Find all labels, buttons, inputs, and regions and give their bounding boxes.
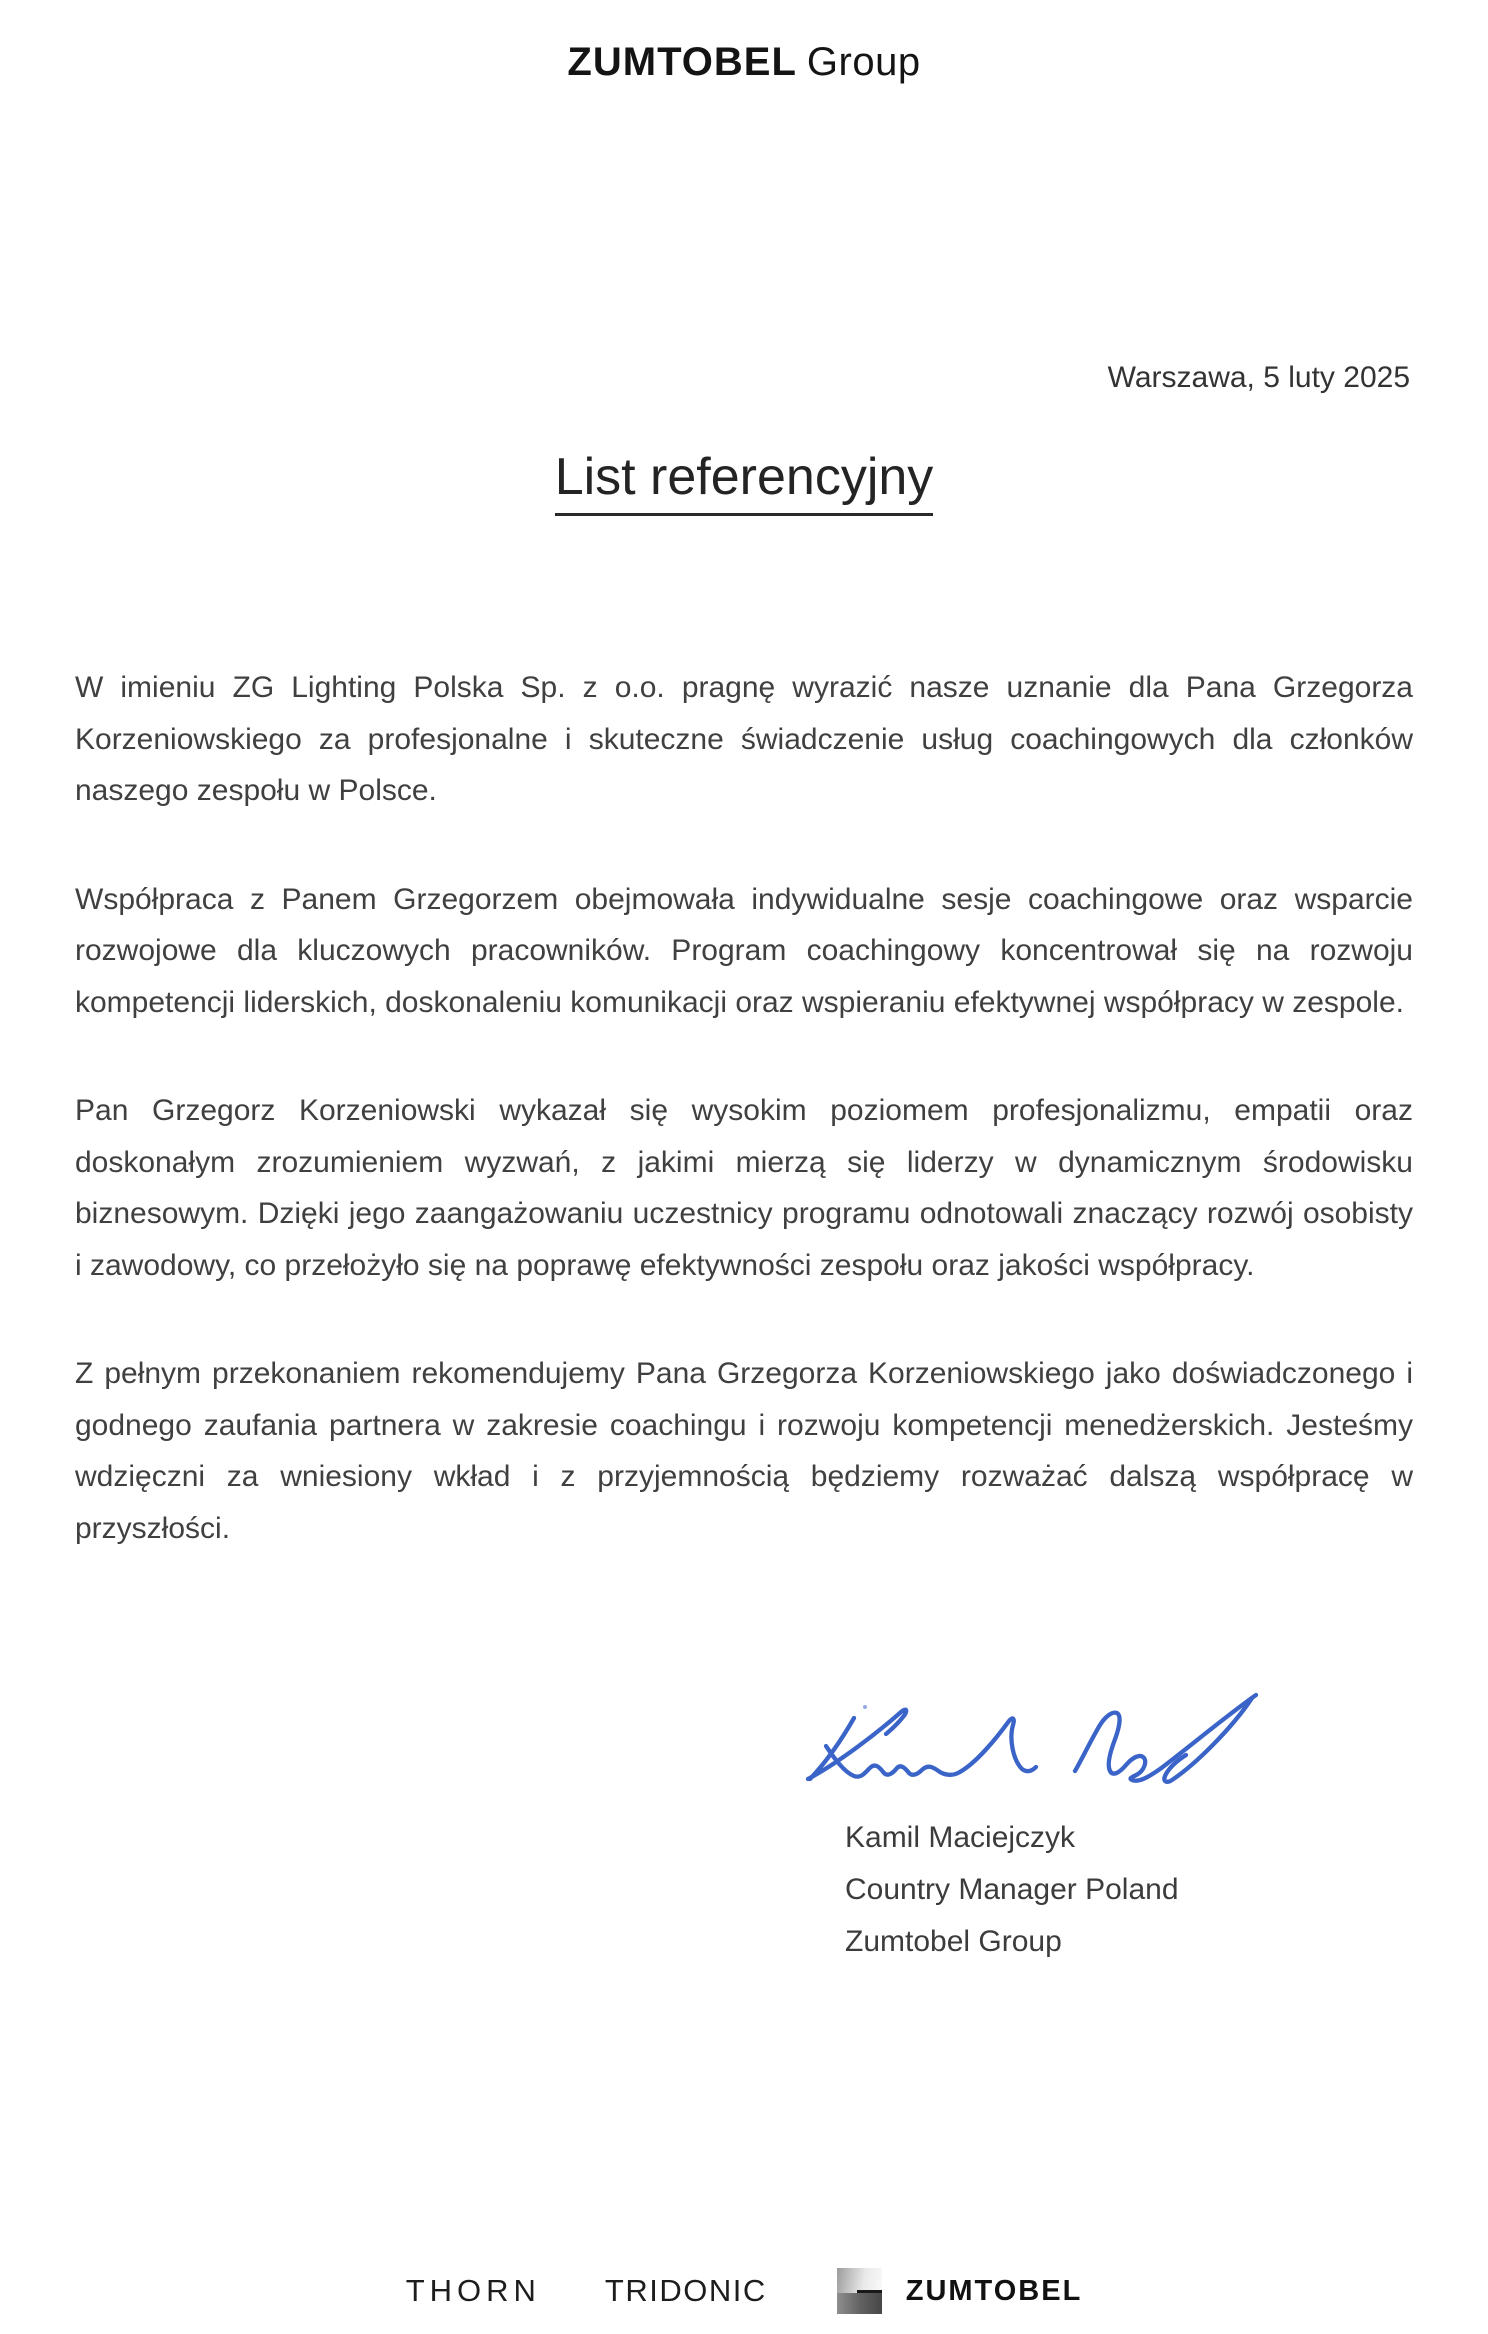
paragraph-4: Z pełnym przekonaniem rekomendujemy Pana Grzegorza Korzeniowskiego jako doświadczonego i godnego zaufania partnera w zakresie coachingu i rozwoju kompetencji menedżerskich. Jesteśmy wdzięczni za wniesiony wkład i z przyjemnością będziemy rozważać dalszą współpracę w przyszłości. <box>75 1357 1413 1545</box>
footer-brand-tridonic: TRIDONIC <box>604 2273 767 2308</box>
date-line: Warszawa, 5 luty 2025 <box>1107 361 1410 394</box>
signer-name: Kamil Maciejczyk <box>845 1821 1076 1854</box>
footer-brand-thorn: THORN <box>405 2273 541 2308</box>
header-brand-zumtobel: ZUMTOBEL <box>567 40 797 84</box>
paragraph-2: Współpraca z Panem Grzegorzem obejmowała indywidualne sesje coachingowe oraz wsparcie rozwojowe dla kluczowych pracowników. Program coachingowy koncentrował się na rozwoju kompetencji liderskich, doskonaleniu komunikacji oraz wspieraniu efektywnej współpracy w zespole. <box>75 882 1413 1019</box>
zumtobel-gradient-mark-icon <box>837 2268 882 2314</box>
paragraph-1: W imieniu ZG Lighting Polska Sp. z o.o. pragnę wyrazić nasze uznanie dla Pana Grzegorza Korzeniowskiego za profesjonalne i skuteczne świadczenie usług coachingowych dla członków naszego zespołu w Polsce. <box>75 671 1413 807</box>
signer-company: Zumtobel Group <box>845 1925 1062 1958</box>
paragraph-3: Pan Grzegorz Korzeniowski wykazał się wysokim poziomem profesjonalizmu, empatii oraz doskonałym zrozumieniem wyzwań, z jakimi mierzą się liderzy w dynamicznym środowisku biznesowym. Dzięki jego zaangażowaniu uczestnicy programu odnotowali znaczący rozwój osobisty i zawodowy, co przełożyło się na poprawę efektywności zespołu oraz jakości współpracy. <box>75 1094 1413 1282</box>
signature-block <box>845 1812 1179 1968</box>
footer-brand-zumtobel-lockup <box>837 2268 1083 2314</box>
letter-body <box>75 662 1413 1554</box>
signer-role: Country Manager Poland <box>845 1873 1179 1906</box>
page-title <box>0 448 1488 516</box>
handwritten-signature <box>780 1680 1300 1830</box>
header-brand-logo <box>0 38 1488 86</box>
footer-brand-row <box>0 2268 1488 2314</box>
footer-brand-zumtobel: ZUMTOBEL <box>905 2274 1083 2307</box>
page-title-text: List referencyjny <box>555 448 934 516</box>
header-brand-group: Group <box>806 40 921 84</box>
